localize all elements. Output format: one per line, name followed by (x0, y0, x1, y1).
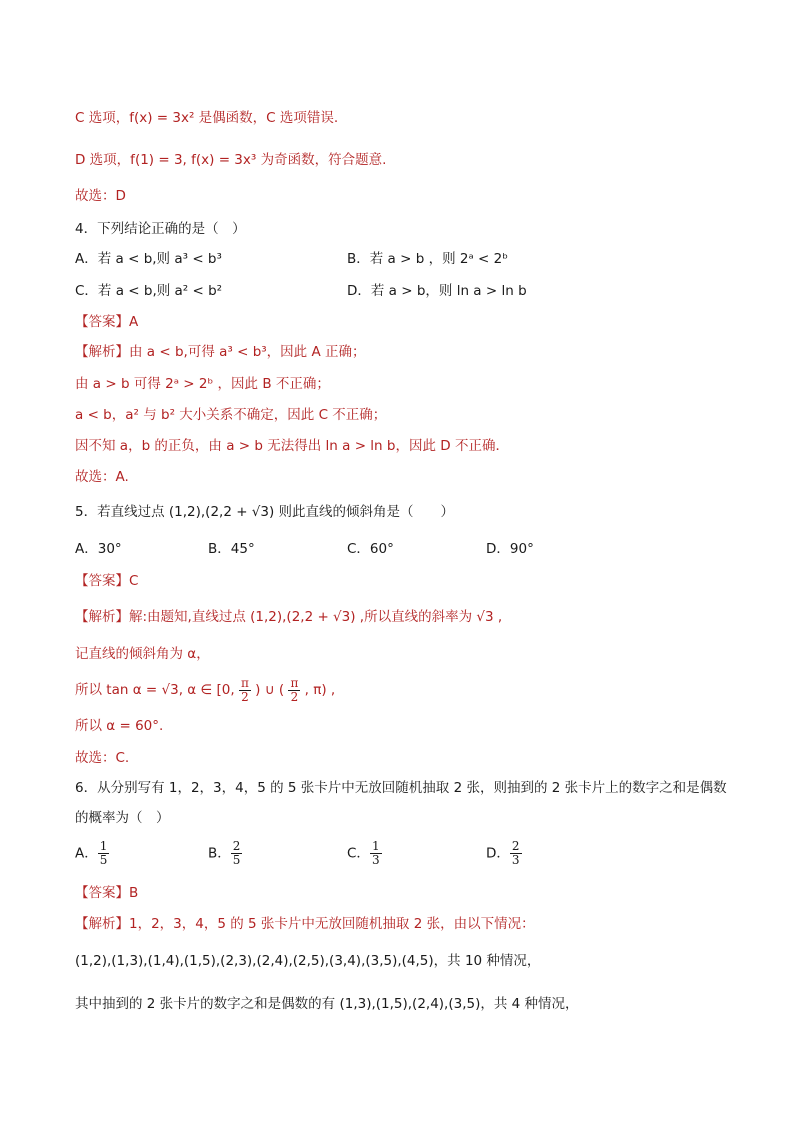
q5-option-a: A．30° (75, 541, 122, 557)
q6-option-b: B． $\frac{2}{5}$ (208, 839, 241, 867)
q6-option-d: D． $\frac{2}{3}$ (486, 839, 520, 867)
q6-stem-line-2: 的概率为（ ） (75, 810, 170, 826)
q5-frac-pi-over-2-b: $\frac{\pi}{2}$ (290, 675, 299, 704)
q6-analysis-line-3: 其中抽到的 2 张卡片的数字之和是偶数的有 (1,3),(1,5),(2,4),(3,5)，共 4 种情况， (75, 996, 579, 1012)
q4-option-c: C．若 a < b,则 a² < b² (75, 283, 223, 299)
q4-analysis-text-1: 由 a < b,可得 a³ < b³，因此 A 正确； (129, 344, 366, 360)
c-option-analysis: C 选项，f(x) = 3x² 是偶函数，C 选项错误. (75, 110, 339, 126)
analysis-label: 【解析】 (75, 609, 129, 625)
q6-stem-line-1: 6．从分别写有 1，2，3，4，5 的 5 张卡片中无放回随机抽取 2 张，则抽到的 2 张卡片上的数字之和是偶数 (75, 780, 727, 796)
answer-label: 【答案】 (75, 314, 129, 330)
q5-option-c: C．60° (347, 541, 394, 557)
q4-analysis-line-1 (75, 343, 366, 361)
q4-analysis-line-2: 由 a > b 可得 2ᵃ > 2ᵇ ，因此 B 不正确； (75, 376, 330, 392)
q5-frac-pi-over-2-a: $\frac{\pi}{2}$ (240, 675, 249, 704)
q4-answer-line (75, 313, 138, 331)
q4-option-a: A．若 a < b,则 a³ < b³ (75, 251, 222, 267)
q4-analysis-line-3: a < b，a² 与 b² 大小关系不确定，因此 C 不正确； (75, 407, 387, 423)
q5-analysis-line-2: 记直线的倾斜角为 α， (75, 646, 210, 662)
analysis-label: 【解析】 (75, 344, 129, 360)
q5-tan-pre: 所以 tan α = √3, α ∈ [0, (75, 682, 235, 698)
q5-answer-line (75, 572, 138, 590)
q5-analysis-text-1: 解:由题知,直线过点 (1,2),(2,2 + √3) ,所以直线的斜率为 √3 , (129, 609, 503, 625)
q5-option-b: B．45° (208, 541, 255, 557)
d-option-analysis: D 选项，f(1) = 3, f(x) = 3x³ 为奇函数，符合题意. (75, 152, 387, 168)
q6-option-a: A． $\frac{1}{5}$ (75, 839, 108, 867)
q4-answer-value: A (129, 314, 139, 330)
q5-option-d: D．90° (486, 541, 534, 557)
q5-tan-post: , π) , (304, 682, 336, 698)
q4-stem: 4．下列结论正确的是（ ） (75, 221, 246, 237)
q4-choice-conclusion: 故选：A. (75, 469, 129, 485)
q4-analysis-line-4: 因不知 a，b 的正负，由 a > b 无法得出 ln a > ln b，因此 D 不正确． (75, 438, 509, 454)
choice-d-conclusion: 故选：D (75, 188, 126, 204)
q6-answer-value: B (129, 885, 139, 901)
q6-analysis-text-1: 1，2，3，4，5 的 5 张卡片中无放回随机抽取 2 张，由以下情况： (129, 916, 535, 932)
q6-analysis-line-1 (75, 915, 535, 933)
analysis-label: 【解析】 (75, 916, 129, 932)
q5-stem: 5．若直线过点 (1,2),(2,2 + √3) 则此直线的倾斜角是（ ） (75, 504, 455, 520)
q6-option-c: C． $\frac{1}{3}$ (347, 839, 380, 867)
answer-label: 【答案】 (75, 885, 129, 901)
q4-option-d: D．若 a > b，则 ln a > ln b (347, 283, 527, 299)
q5-tan-mid: ) ∪ ( (255, 682, 285, 698)
q5-analysis-line-4: 所以 α = 60°. (75, 718, 164, 734)
q6-analysis-line-2: (1,2),(1,3),(1,4),(1,5),(2,3),(2,4),(2,5),(3,4),(3,5),(4,5)，共 10 种情况， (75, 953, 541, 969)
q5-choice-conclusion: 故选：C. (75, 750, 130, 766)
q4-option-b: B．若 a > b ，则 2ᵃ < 2ᵇ (347, 251, 509, 267)
q6-answer-line (75, 884, 138, 902)
q5-analysis-line-3 (75, 674, 335, 706)
q5-analysis-line-1 (75, 608, 502, 626)
q5-answer-value: C (129, 573, 139, 589)
answer-label: 【答案】 (75, 573, 129, 589)
